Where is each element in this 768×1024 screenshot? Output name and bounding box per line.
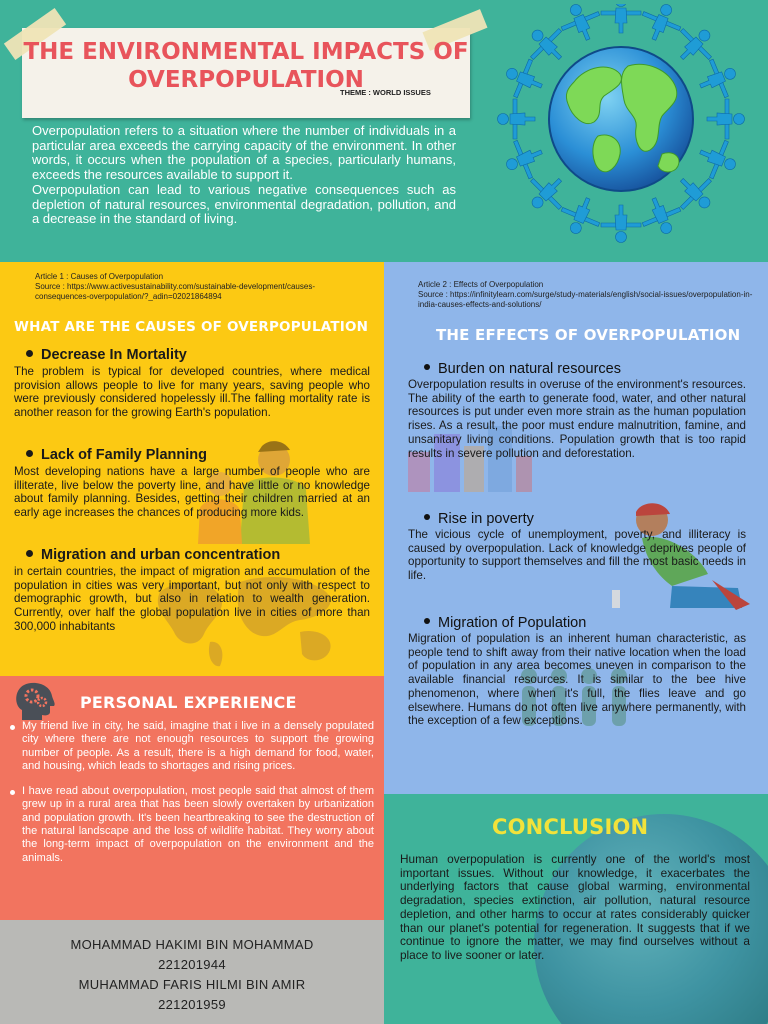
bullet-icon bbox=[26, 550, 33, 557]
page-title-line2: OVERPOPULATION bbox=[128, 67, 364, 93]
conclusion-text: Human overpopulation is currently one of the world's most important issues. Without our knowledge, it exacerbates the underlying factors that cause global warming, environmental degradation, species extinction, air pollution, natural resource depletion, and other harms to occur at rates considerably quicker than our planet's potential for regeneration. It suggests that if we continue to ignore the matter, we may find ourselves without a place to live sooner or later. bbox=[400, 852, 750, 962]
bullet-icon bbox=[424, 514, 430, 520]
globe-people-icon bbox=[486, 4, 756, 254]
causes-article-reference bbox=[35, 272, 365, 302]
ring-person-icon bbox=[693, 53, 743, 104]
bullet-icon bbox=[424, 364, 430, 370]
conclusion-heading: CONCLUSION bbox=[492, 815, 649, 839]
causes-item-2-text: Most developing nations have a large number of people who are illiterate, live below the poverty line, and have little or no knowledge about family planning. Besides, getting their children married at an early age increases the chances of producing more kids. bbox=[14, 465, 370, 520]
personal-experience-section bbox=[0, 676, 384, 920]
author-id-1: 221201944 bbox=[158, 957, 226, 972]
authors-section bbox=[0, 920, 384, 1024]
intro-paragraph-1: Overpopulation refers to a situation where the number of individuals in a particular area exceeds the carrying capacity of the environment. In other words, it occurs when the population of a species, particularly humans, exceeds the resources available to support it. bbox=[32, 123, 456, 183]
causes-heading: WHAT ARE THE CAUSES OF OVERPOPULATION bbox=[14, 319, 369, 335]
effects-item-3-title bbox=[424, 615, 586, 631]
list-item: My friend live in city, he said, imagine that i live in a densely populated city where there are not enough resources to support the growing number of people. As a result, there is a high demand for food, water, and housing, which leads to shortages and rising prices. bbox=[10, 720, 374, 773]
ring-person-icon bbox=[635, 4, 686, 47]
effects-item-3-label: Migration of Population bbox=[438, 615, 587, 631]
theme-label: THEME : WORLD ISSUES bbox=[340, 88, 431, 97]
causes-item-3-title bbox=[26, 547, 280, 563]
personal-experience-heading: PERSONAL EXPERIENCE bbox=[80, 693, 297, 712]
intro-paragraph-2: Overpopulation can lead to various negative consequences such as depletion of natural resources, environmental degradation, pollution, and a decrease in the standard of living. bbox=[32, 181, 456, 227]
causes-item-1-text: The problem is typical for developed countries, where medical provision allows people to live for many years, saving people who were previously considered hopelessly ill.The falling mortality rate is another reason for the growing Earth's population. bbox=[14, 365, 370, 420]
bullet-icon bbox=[424, 618, 430, 624]
author-name-2: MUHAMMAD FARIS HILMI BIN AMIR bbox=[78, 977, 306, 992]
ring-person-icon bbox=[498, 99, 536, 139]
ring-person-icon bbox=[693, 133, 743, 184]
effects-article-reference bbox=[418, 280, 758, 310]
effects-section bbox=[384, 262, 768, 794]
effects-item-1-label: Burden on natural resources bbox=[438, 361, 621, 377]
effects-item-3-text: Migration of population is an inherent human characteristic, as people tend to shift away from their native location when the load of population in any area becomes uneven in comparison to the available financial resources. It is similar to the bee hive phenomenon, where when it's full, the flies leave and go elsewhere. Humans do not often live anywhere permanently, with the exception of a few exceptions. bbox=[408, 632, 746, 728]
effects-heading: THE EFFECTS OF OVERPOPULATION bbox=[436, 326, 741, 344]
page-title bbox=[22, 38, 470, 94]
causes-item-1-label: Decrease In Mortality bbox=[41, 347, 187, 363]
author-id-2: 221201959 bbox=[158, 997, 226, 1012]
ring-person-icon bbox=[707, 99, 745, 139]
bullet-icon bbox=[26, 350, 33, 357]
ring-person-icon bbox=[499, 53, 549, 104]
author-name-1: MOHAMMAD HAKIMI BIN MOHAMMAD bbox=[70, 937, 314, 952]
ring-person-icon bbox=[555, 4, 606, 47]
ring-person-icon bbox=[601, 4, 641, 33]
causes-article-label: Article 1 : Causes of Overpopulation bbox=[35, 272, 164, 281]
effects-item-2-label: Rise in poverty bbox=[438, 511, 534, 527]
causes-item-1-title bbox=[26, 347, 187, 363]
page-title-line1: THE ENVIRONMENTAL IMPACTS OF bbox=[23, 39, 469, 65]
effects-article-source: Source : https://infinitylearn.com/surge/study-materials/english/social-issues/overpopulation-in-india-causes-effects-and-solutions/ bbox=[418, 290, 753, 309]
ring-person-icon bbox=[635, 191, 686, 241]
effects-article-label: Article 2 : Effects of Overpopulation bbox=[418, 280, 544, 289]
causes-item-3-text: in certain countries, the impact of migration and accumulation of the population in cities was very important, but not only with respect to demographic growth, but also in relation to wealth generation. Currently, over half the global population live in cities of more than 300,000 inhabitants bbox=[14, 565, 370, 633]
head-gears-icon bbox=[12, 680, 58, 722]
ring-person-icon bbox=[555, 191, 606, 241]
effects-item-2-title bbox=[424, 511, 534, 527]
causes-item-3-label: Migration and urban concentration bbox=[41, 547, 281, 563]
effects-item-2-text: The vicious cycle of unemployment, poverty, and illiteracy is caused by overpopulation. Lack of knowledge deprives people of opportunity to support themselves and fill the most basic needs in life. bbox=[408, 528, 746, 583]
ring-person-icon bbox=[601, 205, 641, 243]
intro-text bbox=[32, 124, 456, 227]
effects-item-1-text: Overpopulation results in overuse of the environment's resources. The ability of the earth to generate food, water, and other natural resources is put under even more strain as the human population rises. As a result, the poor must endure malnutrition, famine, and unsanitary living conditions. Population growth that is too rapid results in severe pollution and deforestation. bbox=[408, 378, 746, 460]
conclusion-section bbox=[384, 794, 768, 1024]
causes-section bbox=[0, 262, 384, 676]
header-section bbox=[0, 0, 768, 262]
ring-person-icon bbox=[499, 133, 549, 184]
causes-article-source: Source : https://www.activesustainability.com/sustainable-development/causes-consequences-overpopulation/?_adin=02021864894 bbox=[35, 282, 315, 301]
personal-experience-list bbox=[10, 720, 374, 877]
causes-item-2-label: Lack of Family Planning bbox=[41, 447, 207, 463]
effects-item-1-title bbox=[424, 361, 621, 377]
causes-item-2-title bbox=[26, 447, 207, 463]
bullet-icon bbox=[26, 450, 33, 457]
list-item: I have read about overpopulation, most people said that almost of them grew up in a rural area that has been slowly overtaken by urbanization and population growth. It's been heartbreaking to see the destruction of the natural landscape and the loss of wildlife habitat. They worry about the long-term impact of overpopulation on the environment and the animals. bbox=[10, 785, 374, 865]
